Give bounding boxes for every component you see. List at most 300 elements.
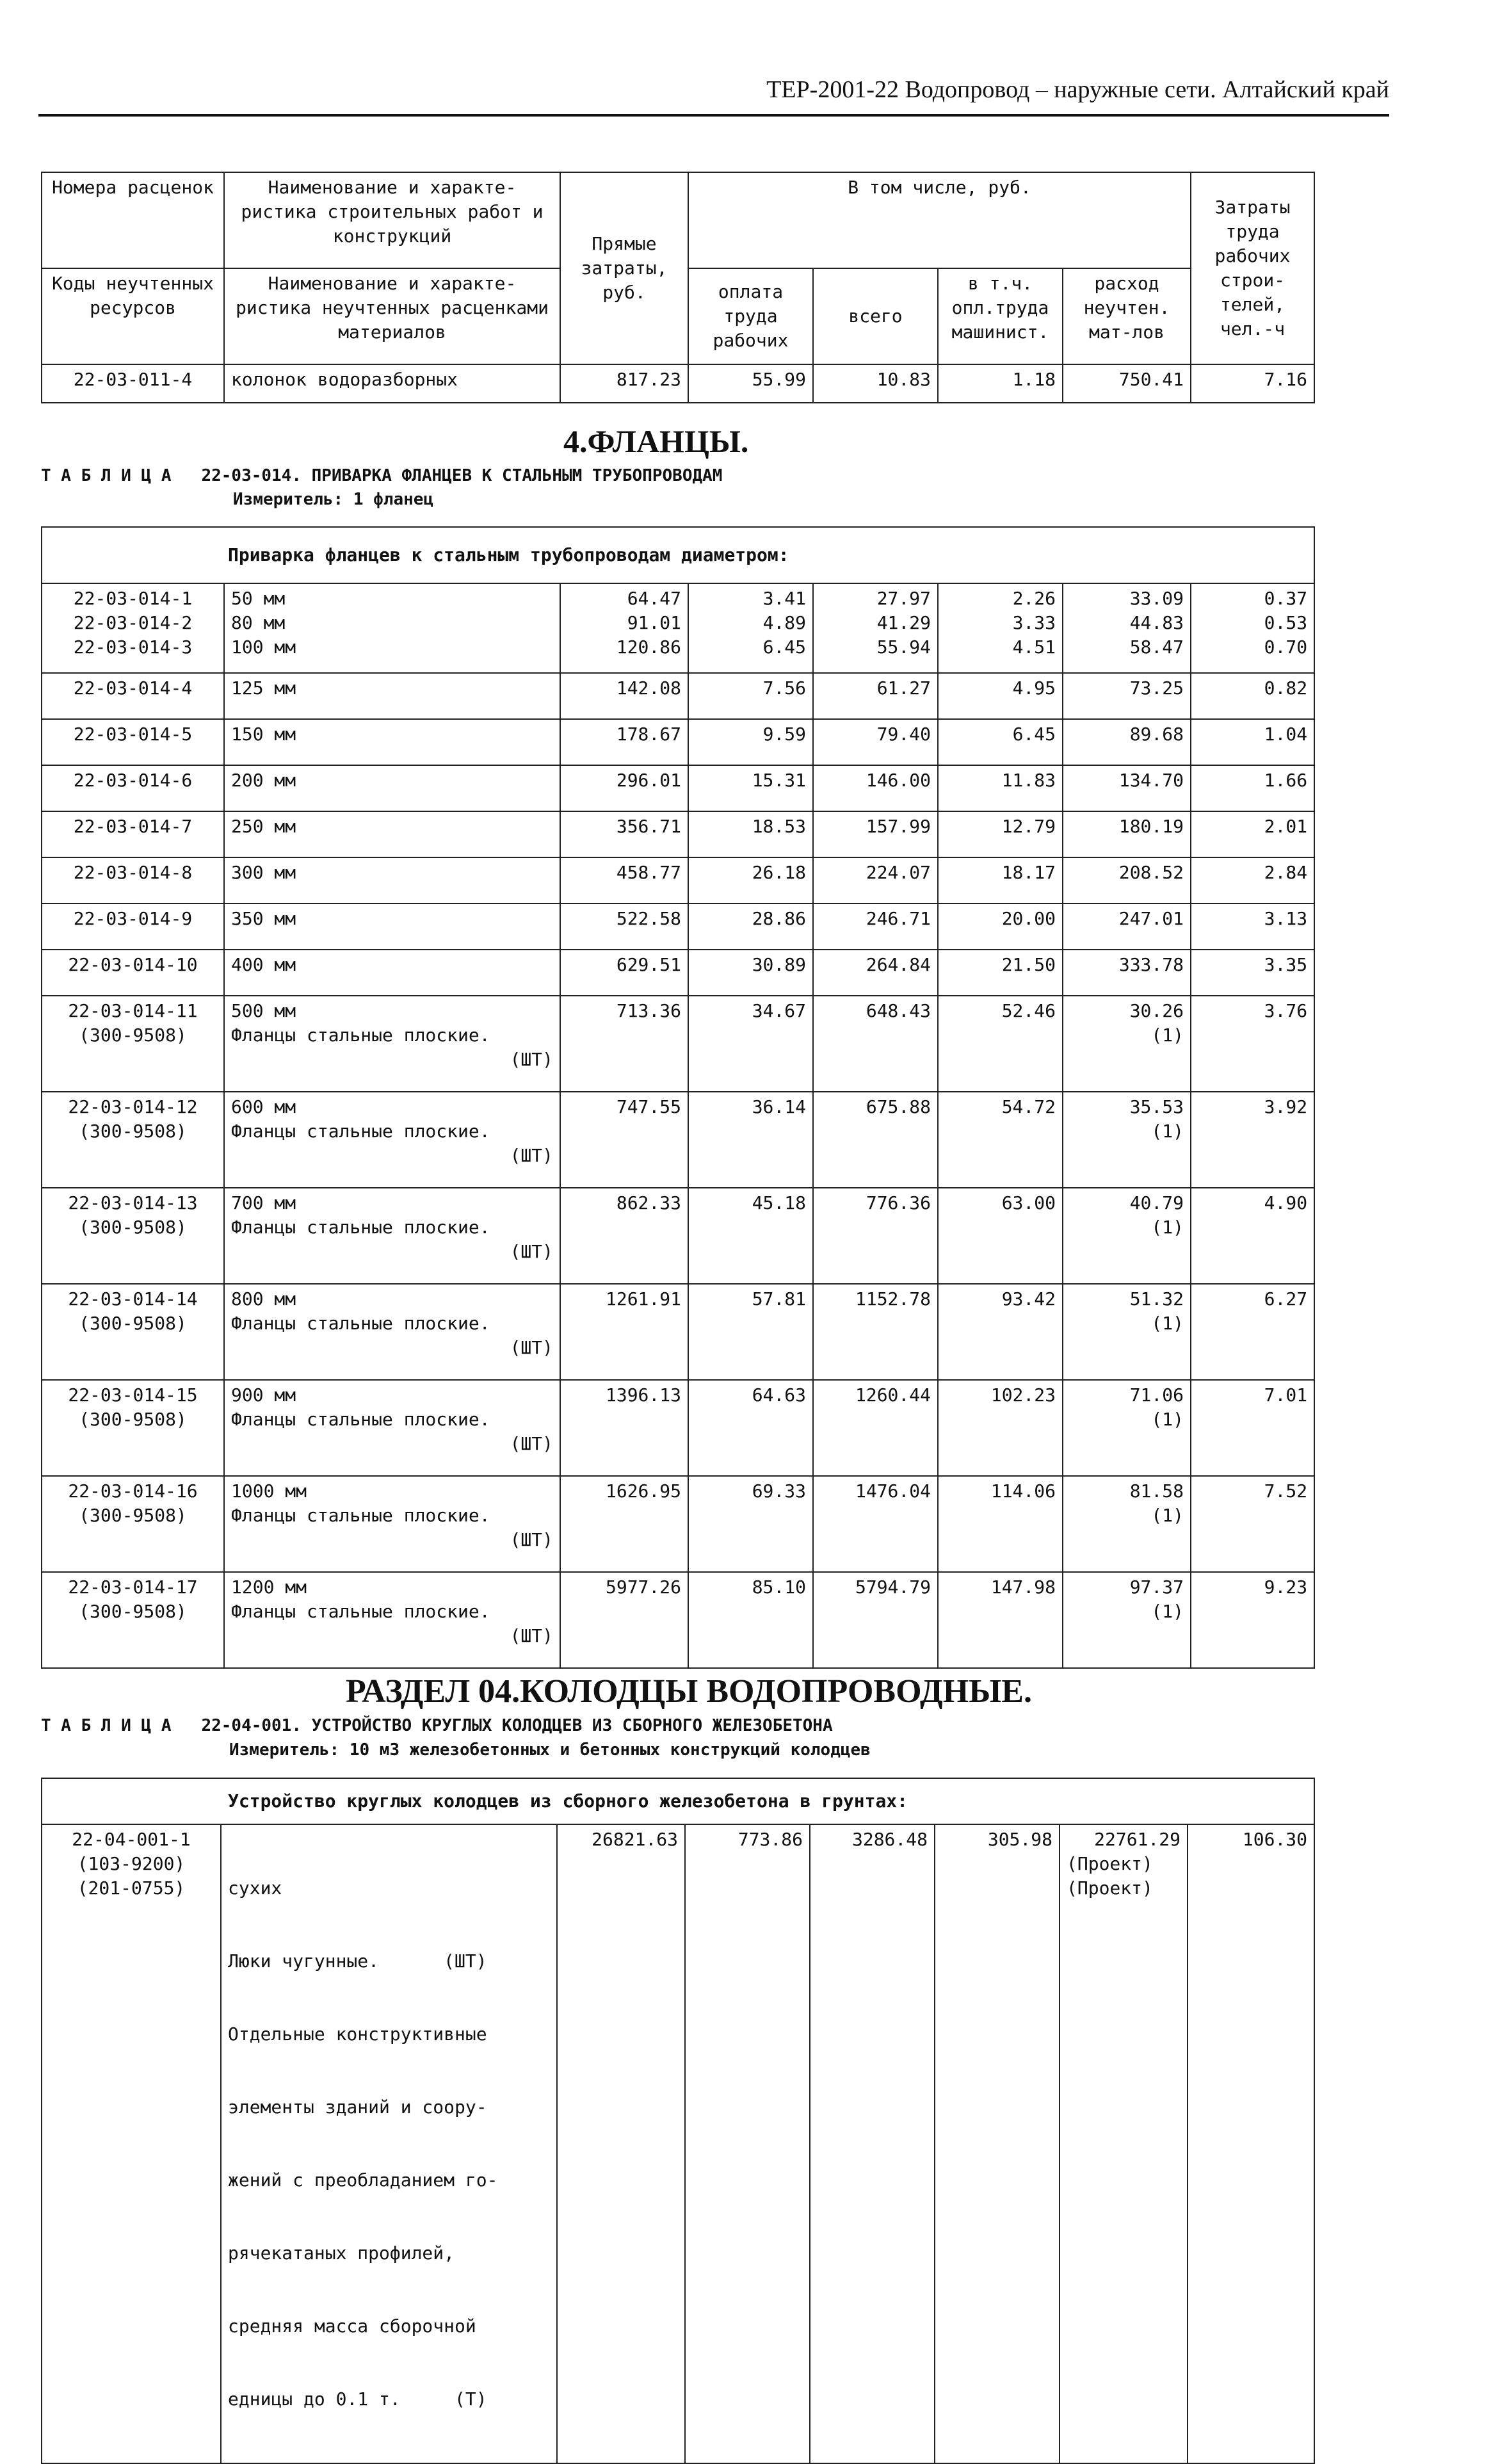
- h-nomera: Номера расценок: [42, 172, 224, 268]
- resource-unit: (ШТ): [510, 1625, 553, 1646]
- name-line: 600 мм: [231, 1096, 296, 1117]
- cell-op: [688, 1284, 813, 1380]
- value-op: 45.18: [752, 1192, 806, 1213]
- well-line-7: средняя масса сборочной: [228, 2315, 476, 2337]
- cell-pr: [560, 904, 688, 950]
- row-code: [42, 996, 224, 1092]
- value-ek: 224.07: [866, 862, 931, 883]
- value-op: 36.14: [752, 1096, 806, 1117]
- cell-tr: [1191, 719, 1314, 765]
- cell-tr: [1191, 1380, 1314, 1476]
- value-op: 85.10: [752, 1576, 806, 1598]
- resource-code: (300-9508): [79, 1505, 187, 1526]
- table-row: [42, 719, 1314, 765]
- value-pr: 64.47: [627, 588, 681, 609]
- value-pr: 747.55: [616, 1096, 681, 1117]
- table-row: [42, 1092, 1314, 1188]
- resource-name: Фланцы стальные плоские.: [231, 1313, 490, 1334]
- value-op: 9.59: [762, 724, 806, 745]
- cell-op: [688, 996, 813, 1092]
- resource-name: Фланцы стальные плоские.: [231, 1217, 490, 1238]
- cell-mash: [938, 950, 1063, 996]
- value-ek: 1260.44: [855, 1384, 931, 1406]
- row-code: [42, 1380, 224, 1476]
- cell-tr: [1191, 857, 1314, 904]
- page-header: ТЕР-2001-22 Водопровод – наружные сети. Алтайский край: [38, 76, 1389, 117]
- value-mash: 102.23: [990, 1384, 1056, 1406]
- cell-pr: [560, 1572, 688, 1668]
- value-op: 64.63: [752, 1384, 806, 1406]
- value-pr: 142.08: [616, 677, 681, 699]
- value-mat: 333.78: [1118, 954, 1184, 975]
- value-op: 26.18: [752, 862, 806, 883]
- cell-tr: [1191, 583, 1314, 673]
- row-code: 22-03-011-4: [42, 364, 224, 403]
- row-name: [224, 1572, 560, 1668]
- value-ek: 5794.79: [855, 1576, 931, 1598]
- cell-ek: [813, 1188, 938, 1284]
- value-tr: 1.04: [1264, 724, 1308, 745]
- value-mat: 35.53: [1129, 1096, 1184, 1117]
- well-line-2: Люки чугунные. (ШТ): [228, 1950, 487, 1972]
- row-code: [42, 673, 224, 719]
- resource-code: (300-9508): [79, 1121, 187, 1142]
- resource-unit: (ШТ): [510, 1433, 553, 1454]
- well-line-5: жений с преобладанием го-: [228, 2169, 498, 2191]
- value-mash: 52.46: [1001, 1000, 1056, 1021]
- cell-pr: [560, 950, 688, 996]
- code-line: 22-03-014-7: [73, 816, 193, 837]
- row-code: [42, 811, 224, 857]
- resource-unit: (ШТ): [510, 1337, 553, 1358]
- name-line: 900 мм: [231, 1384, 296, 1406]
- well-mash: 305.98: [935, 1824, 1060, 2463]
- value-mat: 208.52: [1118, 862, 1184, 883]
- resource-qty: (1): [1151, 1313, 1184, 1334]
- table-row: [42, 1572, 1314, 1668]
- value-pr: 1626.95: [605, 1480, 681, 1502]
- cell-mash: [938, 904, 1063, 950]
- cell-mash: [938, 719, 1063, 765]
- h-kody: Коды неучтенных ресурсов: [42, 268, 224, 364]
- resource-name: Фланцы стальные плоские.: [231, 1121, 490, 1142]
- table-row: [42, 1188, 1314, 1284]
- value-op: 7.56: [762, 677, 806, 699]
- cell-mash: [938, 583, 1063, 673]
- table-row: [42, 904, 1314, 950]
- value-mash: 93.42: [1001, 1288, 1056, 1309]
- cell-ek: [813, 811, 938, 857]
- value-tr: 3.76: [1264, 1000, 1308, 1021]
- table-row: [42, 1476, 1314, 1572]
- well-mat-2: (Проект): [1067, 1853, 1153, 1874]
- code-line: 22-03-014-2: [73, 612, 193, 633]
- cell-pr: [560, 1476, 688, 1572]
- cell-mash: [938, 1572, 1063, 1668]
- well-code-2: (103-9200): [77, 1853, 186, 1874]
- value-mash: 4.95: [1012, 677, 1056, 699]
- name-line: 100 мм: [231, 636, 296, 658]
- name-line: 80 мм: [231, 612, 286, 633]
- well-pr: 26821.63: [557, 1824, 685, 2463]
- value-ek: 1152.78: [855, 1288, 931, 1309]
- cell-mat: [1063, 1284, 1191, 1380]
- value-ek: 1476.04: [855, 1480, 931, 1502]
- code-line: 22-03-014-8: [73, 862, 193, 883]
- code-line: 22-03-014-13: [68, 1192, 198, 1213]
- well-code-3: (201-0755): [77, 1877, 186, 1899]
- value-pr: 91.01: [627, 612, 681, 633]
- value-tr: 0.53: [1264, 612, 1308, 633]
- row-code: [42, 857, 224, 904]
- cell-op: [688, 1572, 813, 1668]
- cell-op: [688, 811, 813, 857]
- value-pr: 178.67: [616, 724, 681, 745]
- value-pr: 356.71: [616, 816, 681, 837]
- value-tr: 3.35: [1264, 954, 1308, 975]
- row-code: [42, 1284, 224, 1380]
- code-line: 22-03-014-15: [68, 1384, 198, 1406]
- resource-code: (300-9508): [79, 1313, 187, 1334]
- cell-tr: [1191, 1572, 1314, 1668]
- value-pr: 5977.26: [605, 1576, 681, 1598]
- value-ek: 146.00: [866, 770, 931, 791]
- value-op: 4.89: [762, 612, 806, 633]
- well-ek: 3286.48: [810, 1824, 935, 2463]
- value-pr: 1396.13: [605, 1384, 681, 1406]
- row-code: [42, 1188, 224, 1284]
- value-mat: 30.26: [1129, 1000, 1184, 1021]
- cell-tr: [1191, 1476, 1314, 1572]
- value-ek: 157.99: [866, 816, 931, 837]
- value-ek: 79.40: [876, 724, 931, 745]
- value-op: 6.45: [762, 636, 806, 658]
- resource-qty: (1): [1151, 1025, 1184, 1046]
- value-tr: 7.52: [1264, 1480, 1308, 1502]
- cell-ek: [813, 765, 938, 811]
- value-mat: 247.01: [1118, 908, 1184, 929]
- table-row: [42, 811, 1314, 857]
- cell-mat: [1063, 765, 1191, 811]
- cell-tr: [1191, 765, 1314, 811]
- cell-ek: [813, 583, 938, 673]
- row-name: [224, 719, 560, 765]
- name-line: 350 мм: [231, 908, 296, 929]
- cell-mash: [938, 1284, 1063, 1380]
- cell-ek: [813, 1380, 938, 1476]
- cell-tr: [1191, 673, 1314, 719]
- value-tr: 0.70: [1264, 636, 1308, 658]
- value-mash: 2.26: [1012, 588, 1056, 609]
- resource-qty: (1): [1151, 1505, 1184, 1526]
- value-mash: 114.06: [990, 1480, 1056, 1502]
- row-name: [224, 1284, 560, 1380]
- resource-unit: (ШТ): [510, 1241, 553, 1262]
- value-op: 30.89: [752, 954, 806, 975]
- cell-op: [688, 673, 813, 719]
- value-mash: 20.00: [1001, 908, 1056, 929]
- row-code: [42, 583, 224, 673]
- section4-measure: Измеритель: 1 фланец: [233, 490, 434, 509]
- cell-op: [688, 1476, 813, 1572]
- value-pr: 862.33: [616, 1192, 681, 1213]
- cell-mash: [938, 1188, 1063, 1284]
- row-code: [42, 1572, 224, 1668]
- cell-mash: [938, 765, 1063, 811]
- cell-op: [688, 583, 813, 673]
- resource-name: Фланцы стальные плоские.: [231, 1025, 490, 1046]
- section4-title: 4.ФЛАНЦЫ.: [563, 423, 749, 459]
- row-pr: 817.23: [560, 364, 688, 403]
- row-name: [224, 673, 560, 719]
- value-ek: 675.88: [866, 1096, 931, 1117]
- section04-measure: Измеритель: 10 м3 железобетонных и бетонных конструкций колодцев: [229, 1740, 871, 1760]
- cell-mat: [1063, 811, 1191, 857]
- value-tr: 0.37: [1264, 588, 1308, 609]
- value-mat: 44.83: [1129, 612, 1184, 633]
- row-ek: 10.83: [813, 364, 938, 403]
- cell-ek: [813, 673, 938, 719]
- row-name: [224, 583, 560, 673]
- resource-name: Фланцы стальные плоские.: [231, 1601, 490, 1622]
- resource-qty: (1): [1151, 1217, 1184, 1238]
- table-row: [42, 950, 1314, 996]
- value-ek: 776.36: [866, 1192, 931, 1213]
- cell-pr: [560, 811, 688, 857]
- well-codes: [42, 1824, 221, 2463]
- row-code: [42, 765, 224, 811]
- value-ek: 648.43: [866, 1000, 931, 1021]
- value-mat: 134.70: [1118, 770, 1184, 791]
- value-mash: 21.50: [1001, 954, 1056, 975]
- value-ek: 55.94: [876, 636, 931, 658]
- value-tr: 0.82: [1264, 677, 1308, 699]
- cell-mat: [1063, 1092, 1191, 1188]
- row-name: [224, 1092, 560, 1188]
- cell-mash: [938, 1092, 1063, 1188]
- name-line: 250 мм: [231, 816, 296, 837]
- value-op: 57.81: [752, 1288, 806, 1309]
- value-tr: 1.66: [1264, 770, 1308, 791]
- value-mash: 11.83: [1001, 770, 1056, 791]
- value-mat: 71.06: [1129, 1384, 1184, 1406]
- code-line: 22-03-014-1: [73, 588, 193, 609]
- row-code: [42, 950, 224, 996]
- value-pr: 458.77: [616, 862, 681, 883]
- value-mat: 180.19: [1118, 816, 1184, 837]
- well-name: [221, 1824, 557, 2463]
- row-code: [42, 904, 224, 950]
- well-tr: 106.30: [1188, 1824, 1314, 2463]
- code-line: 22-03-014-5: [73, 724, 193, 745]
- h-vtch: в т.ч. опл.труда машинист.: [938, 268, 1063, 364]
- cell-pr: [560, 583, 688, 673]
- code-line: 22-03-014-14: [68, 1288, 198, 1309]
- name-line: 500 мм: [231, 1000, 296, 1021]
- cell-mash: [938, 857, 1063, 904]
- name-line: 700 мм: [231, 1192, 296, 1213]
- cell-ek: [813, 1476, 938, 1572]
- code-line: 22-03-014-17: [68, 1576, 198, 1598]
- table-row: [42, 857, 1314, 904]
- value-pr: 522.58: [616, 908, 681, 929]
- value-mash: 147.98: [990, 1576, 1056, 1598]
- cell-op: [688, 1188, 813, 1284]
- cell-op: [688, 857, 813, 904]
- value-mat: 73.25: [1129, 677, 1184, 699]
- code-line: 22-03-014-16: [68, 1480, 198, 1502]
- wells-table: [41, 1778, 1315, 2464]
- resource-qty: (1): [1151, 1409, 1184, 1430]
- value-ek: 41.29: [876, 612, 931, 633]
- cell-mat: [1063, 673, 1191, 719]
- section04-caption: Т А Б Л И Ц А 22-04-001. УСТРОЙСТВО КРУГЛЫХ КОЛОДЦЕВ ИЗ СБОРНОГО ЖЕЛЕЗОБЕТОНА: [41, 1716, 833, 1735]
- cell-mat: [1063, 857, 1191, 904]
- cell-mat: [1063, 950, 1191, 996]
- name-line: 125 мм: [231, 677, 296, 699]
- resource-unit: (ШТ): [510, 1049, 553, 1070]
- cell-ek: [813, 904, 938, 950]
- row-tr: 7.16: [1191, 364, 1314, 403]
- value-ek: 246.71: [866, 908, 931, 929]
- table-row: [42, 765, 1314, 811]
- table-row: [42, 583, 1314, 673]
- value-tr: 2.01: [1264, 816, 1308, 837]
- value-tr: 3.13: [1264, 908, 1308, 929]
- value-pr: 1261.91: [605, 1288, 681, 1309]
- row-name: [224, 1476, 560, 1572]
- value-mash: 4.51: [1012, 636, 1056, 658]
- well-code-1: 22-04-001-1: [72, 1829, 191, 1850]
- table-row: [42, 1284, 1314, 1380]
- resource-qty: (1): [1151, 1601, 1184, 1622]
- cell-ek: [813, 1092, 938, 1188]
- value-mash: 54.72: [1001, 1096, 1056, 1117]
- value-mat: 89.68: [1129, 724, 1184, 745]
- cell-tr: [1191, 1284, 1314, 1380]
- resource-unit: (ШТ): [510, 1529, 553, 1550]
- header-table: [41, 172, 1315, 403]
- value-ek: 27.97: [876, 588, 931, 609]
- resource-code: (300-9508): [79, 1409, 187, 1430]
- cell-pr: [560, 1284, 688, 1380]
- value-mash: 12.79: [1001, 816, 1056, 837]
- cell-tr: [1191, 1188, 1314, 1284]
- resource-code: (300-9508): [79, 1025, 187, 1046]
- value-pr: 713.36: [616, 1000, 681, 1021]
- cell-mash: [938, 996, 1063, 1092]
- cell-ek: [813, 719, 938, 765]
- value-op: 34.67: [752, 1000, 806, 1021]
- value-mash: 6.45: [1012, 724, 1056, 745]
- value-op: 28.86: [752, 908, 806, 929]
- row-code: [42, 1476, 224, 1572]
- resource-code: (300-9508): [79, 1217, 187, 1238]
- cell-mat: [1063, 1188, 1191, 1284]
- h-vsego: всего: [813, 268, 938, 364]
- cell-mash: [938, 673, 1063, 719]
- value-pr: 120.86: [616, 636, 681, 658]
- value-tr: 4.90: [1264, 1192, 1308, 1213]
- cell-op: [688, 765, 813, 811]
- well-line-3: Отдельные конструктивные: [228, 2023, 487, 2045]
- wells-group-title: Устройство круглых колодцев из сборного железобетона в грунтах:: [42, 1778, 1314, 1824]
- name-line: 1000 мм: [231, 1480, 307, 1502]
- cell-mat: [1063, 1572, 1191, 1668]
- value-ek: 264.84: [866, 954, 931, 975]
- cell-mat: [1063, 1476, 1191, 1572]
- value-tr: 9.23: [1264, 1576, 1308, 1598]
- cell-op: [688, 1380, 813, 1476]
- row-name: [224, 765, 560, 811]
- cell-ek: [813, 996, 938, 1092]
- cell-ek: [813, 1572, 938, 1668]
- row-name: [224, 1188, 560, 1284]
- cell-mat: [1063, 996, 1191, 1092]
- resource-qty: (1): [1151, 1121, 1184, 1142]
- h-vtom: В том числе, руб.: [688, 172, 1191, 268]
- well-op: 773.86: [685, 1824, 810, 2463]
- cell-mat: [1063, 904, 1191, 950]
- h-zatraty: Затраты труда рабочих строи- телей, чел.-ч: [1191, 172, 1314, 364]
- row-mash: 1.18: [938, 364, 1063, 403]
- cell-mat: [1063, 583, 1191, 673]
- cell-mash: [938, 1476, 1063, 1572]
- value-ek: 61.27: [876, 677, 931, 699]
- value-pr: 629.51: [616, 954, 681, 975]
- value-mat: 97.37: [1129, 1576, 1184, 1598]
- row-name: [224, 996, 560, 1092]
- row-code: [42, 1092, 224, 1188]
- value-tr: 7.01: [1264, 1384, 1308, 1406]
- h-pryamye: Прямые затраты, руб.: [560, 172, 688, 364]
- table-row: [42, 673, 1314, 719]
- section4-caption: Т А Б Л И Ц А 22-03-014. ПРИВАРКА ФЛАНЦЕВ К СТАЛЬНЫМ ТРУБОПРОВОДАМ: [41, 466, 723, 485]
- cell-tr: [1191, 811, 1314, 857]
- resource-name: Фланцы стальные плоские.: [231, 1409, 490, 1430]
- resource-unit: (ШТ): [510, 1145, 553, 1166]
- cell-ek: [813, 857, 938, 904]
- h-naim1: Наименование и характе- ристика строительных работ и конструкций: [224, 172, 560, 268]
- value-mat: 40.79: [1129, 1192, 1184, 1213]
- h-rashod: расход неучтен. мат-лов: [1063, 268, 1191, 364]
- row-op: 55.99: [688, 364, 813, 403]
- cell-op: [688, 950, 813, 996]
- cell-ek: [813, 1284, 938, 1380]
- h-naim2: Наименование и характе- ристика неучтенных расценками материалов: [224, 268, 560, 364]
- value-mat: 58.47: [1129, 636, 1184, 658]
- code-line: 22-03-014-4: [73, 677, 193, 699]
- code-line: 22-03-014-9: [73, 908, 193, 929]
- cell-pr: [560, 1188, 688, 1284]
- row-name: [224, 950, 560, 996]
- cell-ek: [813, 950, 938, 996]
- well-mat: [1060, 1824, 1188, 2463]
- value-mat: 51.32: [1129, 1288, 1184, 1309]
- cell-tr: [1191, 1092, 1314, 1188]
- row-code: [42, 719, 224, 765]
- code-line: 22-03-014-3: [73, 636, 193, 658]
- cell-op: [688, 904, 813, 950]
- row-name: [224, 857, 560, 904]
- table-row: [42, 1380, 1314, 1476]
- section04-title: РАЗДЕЛ 04.КОЛОДЦЫ ВОДОПРОВОДНЫЕ.: [346, 1673, 1032, 1710]
- value-mat: 33.09: [1129, 588, 1184, 609]
- code-line: 22-03-014-12: [68, 1096, 198, 1117]
- resource-code: (300-9508): [79, 1601, 187, 1622]
- row-name: [224, 1380, 560, 1476]
- well-mat-3: (Проект): [1067, 1877, 1153, 1899]
